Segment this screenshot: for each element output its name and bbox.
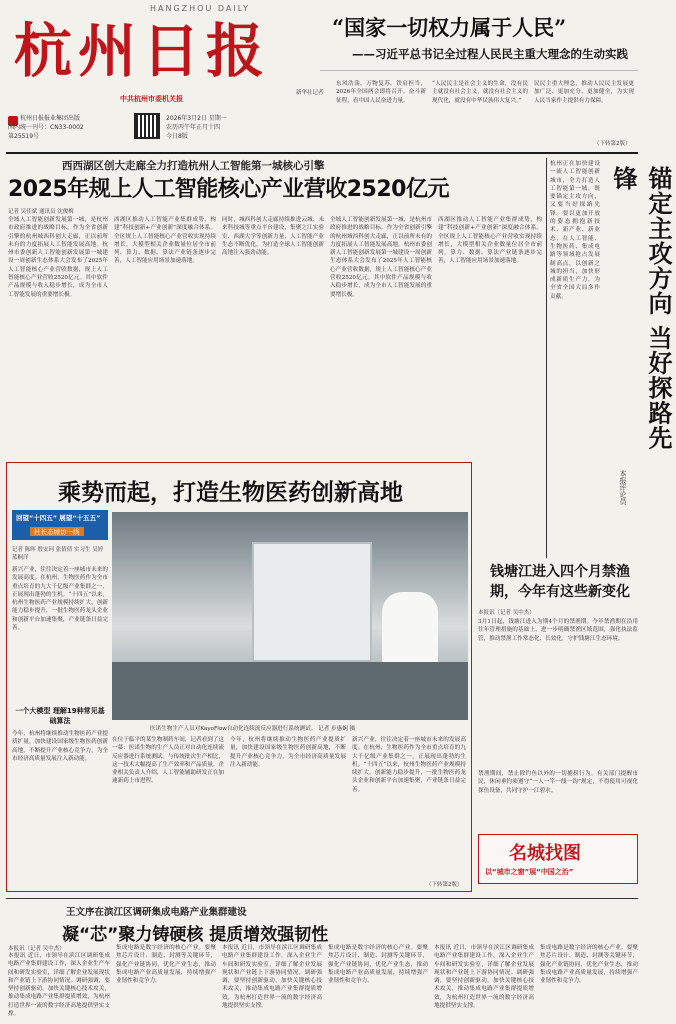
masthead-rule [6, 152, 638, 154]
chip-title: 凝“芯”聚力铸硬核 提质增效强韧性 [62, 925, 329, 945]
date-line-1: 2026年3月2日 星期一 [166, 115, 227, 122]
ai-story-byline: 记者 吴佳斌 通讯员 沈俊梅 [8, 209, 74, 215]
fishing-title: 钱塘江进入四个月禁渔期，今年有这些新变化 [490, 564, 630, 600]
ai-story-col-2: 西湖区推动人工智能产业集群成势，构建“科技创新+产业创新”深度融合体系。全区规上人工智能核心产业营收实现持续增长，大模型相关企业数量位居全市前列，算力、数据、算法产业链条逐步完善，人工智能应用场景加速落地。 [114, 217, 216, 265]
bio-col-4: 新兴产业，往往决定着一座城市未来的发展高度。在杭州，生物医药作为全市重点培育的九大千亿级产业集群之一，正展现出蓬勃的生机。“十四五”以来，杭州生物医药产业规模持续扩大，创新能力稳步提升，一批生物医药龙头企业和创新平台加速集聚，产业链条日益完善。 [352, 737, 466, 793]
ai-story-col-3: 同时，城西科创大走廊持续推进云城、未来科技城等重点平台建设，集聚之江实验室、西湖大学等创新力量，人工智能产业生态不断优化，为打造全球人工智能创新高地注入强劲动能。 [222, 217, 324, 257]
date-line-3: 今日8版 [166, 133, 188, 140]
masthead [0, 0, 644, 155]
bio-note: （下转第2版） [426, 882, 463, 888]
bio-badge-bottom: 杜长态城访一线 [30, 527, 84, 536]
ai-story-kicker: 西西湖区创大走廊全力打造杭州人工智能第一城核心引擎 [62, 160, 325, 172]
lead-byline: 新华社记者 [296, 90, 324, 96]
chip-top-rule [6, 898, 638, 899]
ai-story-col-5: 西湖区推动人工智能产业集群成势，构建“科技创新+产业创新”深度融合体系。全区规上人工智能核心产业营收实现持续增长，大模型相关企业数量位居全市前列，算力、数据、算法产业链条逐步完善，人工智能应用场景加速落地。 [438, 217, 542, 265]
chip-col-3: 本报讯 近日，市领导在滨江区调研集成电路产业集群建设工作，深入企业生产车间和研发实验室，详细了解企业发展现状和产业链上下游协同情况。调研强调，要坚持创新驱动，加快关键核心技术攻关，推动集成电路产业集群提质增效，为杭州打造世界一流的数字经济高地提供坚实支撑。 [222, 945, 322, 1010]
publisher-line-3: 第25519号 [8, 133, 40, 140]
chip-col-4: 集成电路是数字经济的核心产业。要聚焦芯片设计、制造、封测等关键环节，强化产业链协同，优化产业生态，推动集成电路产业高质量发展，持续增强产业韧性和竞争力。 [328, 945, 428, 985]
bio-badge-top: 回望“十四五” 展望“十五五” [16, 514, 101, 522]
fishing-byline: 本报讯（记者 吴中杰） [478, 610, 535, 616]
commentary-author: 本报评论员 [619, 470, 627, 505]
famous-city-subtitle: 以“城市之窗”展“中国之治” [485, 868, 574, 876]
bio-col-1b: 今年，杭州将继续推动生物医药产业提质扩量，加快建设国家级生物医药创新高地，不断提升产业核心竞争力，为全市经济高质量发展注入新动能。 [12, 731, 108, 762]
bio-badge [12, 510, 108, 540]
famous-city-box [478, 834, 638, 884]
ai-story-col-4: 全域人工智能创新发展第一城，是杭州市政府推进的战略目标。作为全省创新引擎的杭州城西科创大走廊，正以前所未有的力度拓展人工智能发展高地。杭州市委创新人工智能创新发展第一城建设一周创新生态体系大会发布了2025年人工智能核心产业营收数据，规上人工智能核心产业营收2520亿元。其中软件产品规模与收入稳步增长，成为全市人工智能发展的重要增长极。 [330, 217, 432, 298]
lead-col-2: “人民民主是社会主义的生命，没有民主就没有社会主义，就没有社会主义的现代化，就没有中华民族伟大复兴。” [432, 81, 528, 104]
chip-col-1: 本报讯 近日，市领导在滨江区调研集成电路产业集群建设工作，深入企业生产车间和研发实验室，详细了解企业发展现状和产业链上下游协同情况。调研强调，要坚持创新驱动，加快关键核心技术攻关，推动集成电路产业集群提质增效，为杭州打造世界一流的数字经济高地提供坚实支撑。 [8, 953, 110, 1018]
chip-byline: 本报讯（记者 吴中杰） [8, 946, 65, 952]
lab-bench-shape [112, 662, 468, 720]
commentary-body: 杭州正在加快建设一流人工智能创新城市，全力打造人工智能第一城，既要锚定主攻方向，又要当好探路先锋。要以更加开放的姿态拥抱新技术、新产业、新业态，在人工智能、生物医药、集成电路等领域抢占发展制高点，以创新之城的担当，加快形成新质生产力，为全省全国大局多作贡献。 [550, 161, 600, 300]
bio-byline: 记者 陈晖 殷安珂 张倩倩 实习生 吴婷 蓝桐洋 [12, 547, 104, 561]
chip-col-5: 本报讯 近日，市领导在滨江区调研集成电路产业集群建设工作，深入企业生产车间和研发实验室，详细了解企业发展现状和产业链上下游协同情况。调研强调，要坚持创新驱动，加快关键核心技术攻关，推动集成电路产业集群提质增效，为杭州打造世界一流的数字经济高地提供坚实支撑。 [434, 945, 534, 1010]
lead-story-title: “国家一切权力属于人民” [332, 15, 567, 40]
qr-code-icon [134, 113, 160, 139]
bio-photo-caption: 医诺生物生产人员对KayoFlow自动化连续流反应器进行系统测试。 记者 步惠娴 摄 [150, 726, 356, 732]
chip-col-2: 集成电路是数字经济的核心产业。要聚焦芯片设计、制造、封测等关键环节，强化产业链协同，优化产业生态，推动集成电路产业高质量发展，持续增强产业韧性和竞争力。 [116, 945, 216, 985]
publisher-line-2: 国内统一刊号：CN33-0002 [8, 124, 84, 131]
chip-kicker: 王文序在滨江区调研集成电路产业集群建设 [66, 907, 247, 918]
commentary-title: 锚定主攻方向 当好探路先锋 [609, 166, 672, 451]
masthead-sponsor: 中共杭州市委机关报 [120, 95, 183, 103]
bio-subhead [14, 706, 106, 726]
publisher-line-1: 杭州日报报业集团出版 [20, 115, 81, 122]
bio-lab-photo [112, 512, 468, 720]
bio-col-1: 新兴产业，往往决定着一座城市未来的发展高度。在杭州，生物医药作为全市重点培育的九大千亿级产业集群之一，正展现出蓬勃的生机。“十四五”以来，杭州生物医药产业规模持续扩大，创新能力稳步提升，一批生物医药龙头企业和创新平台加速集聚，产业链条日益完善。 [12, 567, 108, 632]
lead-note: （下转第2版） [594, 141, 631, 147]
bio-story-title: 乘势而起，打造生物医药创新高地 [58, 479, 403, 506]
famous-city-title: 名城找图 [509, 843, 581, 864]
bio-col-3: 今年，杭州将继续推动生物医药产业提质扩量，加快建设国家级生物医药创新高地，不断提升产业核心竞争力，为全市经济高质量发展注入新动能。 [230, 737, 346, 768]
ai-story-col-1: 全域人工智能创新发展第一城，是杭州市政府推进的战略目标。作为全省创新引擎的杭州城西科创大走廊，正以前所未有的力度拓展人工智能发展高地。杭州市委创新人工智能创新发展第一城建设一周创新生态体系大会发布了2025年人工智能核心产业营收数据，规上人工智能核心产业营收2520亿元。其中软件产品规模与收入稳步增长，成为全市人工智能发展的重要增长极。 [8, 217, 108, 298]
date-line-2: 农历丙午年正月十四 [166, 124, 221, 131]
lab-machine-shape [252, 542, 372, 662]
bio-col-2: 在位于临平的某生物制药车间，记者看到了这一幕：医诺生物的生产人员正对自动化连续流反应器进行系统测试。与传统批次生产相比，这一技术大幅提高了生产效率和产品质量。企业相关负责人介绍，人工智能辅助研发正在加速新药上市进程。 [112, 737, 224, 785]
ai-story-title: 2025年规上人工智能核心产业营收2520亿元 [8, 177, 449, 202]
lead-col-1: 东风浩荡，万物复苏。铁肩担当，2026年全国两会即将召开。奋斗新征程，看中国人民奋进力量。 [336, 81, 426, 104]
lead-story-subtitle: ——习近平总书记全过程人民民主重大理念的生动实践 [352, 47, 628, 61]
lead-col-3: 民民主重大理念，推动人民民主发展更加广泛、更加充分、更加健全，为实现人民当家作主提供有力保障。 [534, 81, 634, 104]
lead-divider [320, 70, 638, 71]
bio-subhead-text: 一个大模型 理解19种常见基础算法 [15, 707, 105, 725]
masthead-pinyin: HANGZHOU DAILY [150, 4, 250, 13]
fishing-body: 3月1日起，钱塘江进入为期4个月的禁渔期。今年禁渔期在沿用往年管理措施的基础上，进一步明确禁渔区域范围，强化执法监管，推动禁渔工作常态化、长效化，守护钱塘江生态环境。 [478, 619, 638, 642]
chip-col-6: 集成电路是数字经济的核心产业。要聚焦芯片设计、制造、封测等关键环节，强化产业链协同，优化产业生态，推动集成电路产业高质量发展，持续增强产业韧性和竞争力。 [540, 945, 638, 985]
commentary-divider [546, 158, 547, 558]
masthead-title: 杭州日报 [14, 17, 271, 85]
fishing-body-2: 禁渔期间，禁止除钓鱼以外的一切捕捞行为。有关部门提醒市民，休闲垂钓须遵守“一人一竿一线一钩”规定，不得使用可视化探鱼设备，共同守护一江碧水。 [478, 771, 638, 794]
